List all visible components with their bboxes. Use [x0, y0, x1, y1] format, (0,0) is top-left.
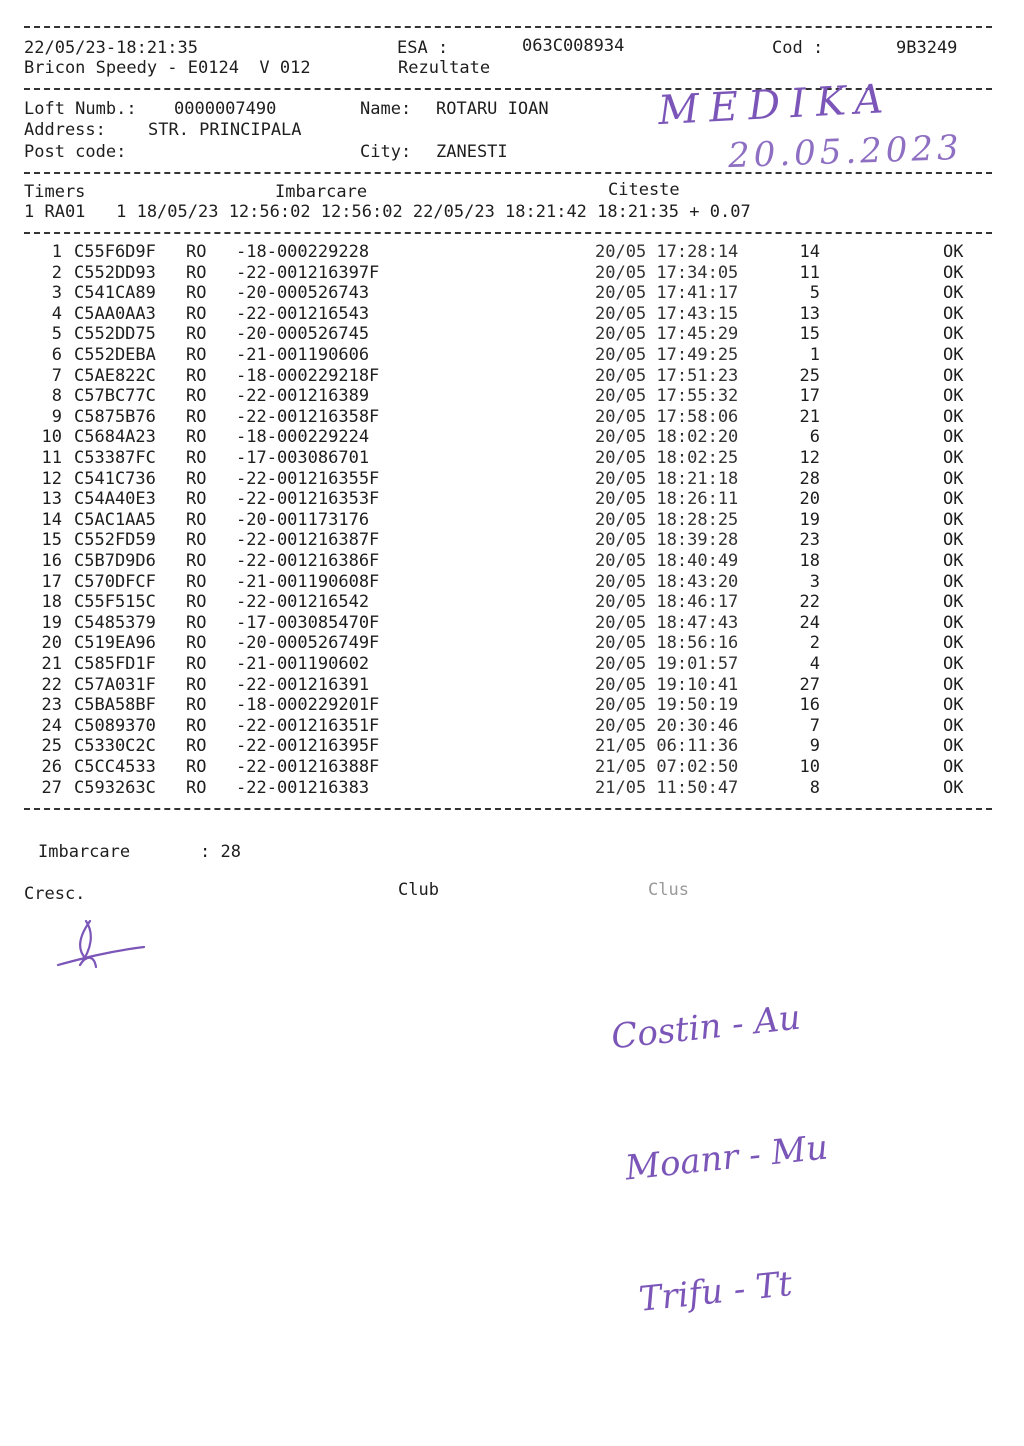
arrival-time: 20/05 18:56:16 [595, 633, 739, 654]
status-ok: OK [943, 406, 964, 427]
rank-position: 27 [799, 674, 820, 695]
table-row [0, 695, 1024, 715]
timers-label: Timers [24, 182, 86, 202]
table-row [0, 510, 1024, 530]
club-label: Club [398, 880, 439, 900]
ring-serial: -22-001216355F [236, 468, 380, 489]
ring-code: C5684A23 [74, 427, 156, 448]
table-row [0, 469, 1024, 489]
address-value: STR. PRINCIPALA [148, 120, 302, 140]
ring-serial: -20-000526743 [236, 283, 370, 304]
arrival-time: 20/05 17:41:17 [595, 283, 739, 304]
status-ok: OK [943, 757, 964, 777]
city-label: City: [360, 142, 412, 162]
esa-label: ESA : [397, 38, 449, 58]
ring-code: C53387FC [74, 448, 156, 468]
arrival-time: 20/05 17:28:14 [595, 242, 739, 262]
status-ok: OK [943, 468, 964, 489]
rank-position: 7 [809, 715, 820, 736]
divider-top [24, 26, 992, 28]
country-code: RO [186, 695, 207, 716]
status-ok: OK [943, 612, 964, 633]
row-number: 14 [41, 509, 62, 530]
divider-results [24, 808, 992, 810]
country-code: RO [186, 386, 207, 407]
country-code: RO [186, 674, 207, 695]
name-label: Name: [360, 99, 412, 119]
rank-position: 11 [799, 262, 820, 283]
table-row [0, 551, 1024, 571]
city-value: ZANESTI [436, 142, 508, 162]
table-row [0, 407, 1024, 427]
country-code: RO [186, 365, 207, 386]
arrival-time: 20/05 18:46:17 [595, 592, 739, 613]
ring-serial: -17-003085470F [236, 612, 380, 633]
arrival-time: 20/05 18:02:20 [595, 427, 739, 448]
status-ok: OK [943, 530, 964, 551]
table-row [0, 716, 1024, 736]
row-number: 19 [41, 612, 62, 633]
country-code: RO [186, 324, 207, 345]
citeste-header: Citeste [608, 180, 680, 200]
country-code: RO [186, 736, 207, 757]
ring-serial: -22-001216543 [236, 303, 370, 324]
status-ok: OK [943, 303, 964, 324]
row-number: 4 [51, 303, 62, 324]
table-row [0, 324, 1024, 344]
status-ok: OK [943, 777, 964, 798]
row-number: 6 [51, 345, 62, 365]
ring-code: C5BA58BF [74, 695, 156, 716]
ring-code: C552FD59 [74, 530, 156, 551]
table-row [0, 613, 1024, 633]
row-number: 25 [41, 736, 62, 757]
ring-serial: -22-001216358F [236, 406, 380, 427]
divider-timers [24, 232, 992, 234]
rank-position: 16 [799, 695, 820, 716]
arrival-time: 20/05 17:34:05 [595, 262, 739, 283]
country-code: RO [186, 612, 207, 633]
loft-number: 0000007490 [174, 99, 277, 119]
country-code: RO [186, 489, 207, 510]
arrival-time: 20/05 19:50:19 [595, 695, 739, 716]
country-code: RO [186, 757, 207, 777]
status-ok: OK [943, 654, 964, 674]
country-code: RO [186, 509, 207, 530]
table-row [0, 242, 1024, 262]
ring-code: C55F6D9F [74, 242, 156, 262]
esa-value: 063C008934 [522, 36, 625, 56]
ring-code: C5875B76 [74, 406, 156, 427]
ring-serial: -22-001216542 [236, 592, 370, 613]
arrival-time: 20/05 18:47:43 [595, 612, 739, 633]
table-row [0, 736, 1024, 756]
cresc-label: Cresc. [24, 884, 86, 904]
status-ok: OK [943, 345, 964, 365]
status-ok: OK [943, 715, 964, 736]
club-label-faint: Clus [648, 880, 689, 900]
ring-code: C5330C2C [74, 736, 156, 757]
ring-code: C541C736 [74, 468, 156, 489]
status-ok: OK [943, 427, 964, 448]
ring-serial: -22-001216389 [236, 386, 370, 407]
ring-code: C541CA89 [74, 283, 156, 304]
ring-serial: -18-000229201F [236, 695, 380, 716]
device-info: Bricon Speedy - E0124 V 012 [24, 58, 311, 78]
rank-position: 22 [799, 592, 820, 613]
status-ok: OK [943, 242, 964, 262]
ring-code: C5485379 [74, 612, 156, 633]
ring-serial: -22-001216388F [236, 757, 380, 777]
rank-position: 15 [799, 324, 820, 345]
table-row [0, 427, 1024, 447]
country-code: RO [186, 654, 207, 674]
row-number: 18 [41, 592, 62, 613]
country-code: RO [186, 262, 207, 283]
ring-code: C519EA96 [74, 633, 156, 654]
row-number: 11 [41, 448, 62, 468]
row-number: 26 [41, 757, 62, 777]
table-row [0, 263, 1024, 283]
cod-value: 9B3249 [896, 38, 958, 58]
status-ok: OK [943, 571, 964, 592]
ring-serial: -22-001216387F [236, 530, 380, 551]
witness-line: Costin - Au [609, 997, 803, 1058]
ring-serial: -22-001216395F [236, 736, 380, 757]
country-code: RO [186, 530, 207, 551]
ring-code: C593263C [74, 777, 156, 798]
row-number: 3 [51, 283, 62, 304]
row-number: 9 [51, 406, 62, 427]
arrival-time: 20/05 20:30:46 [595, 715, 739, 736]
rank-position: 19 [799, 509, 820, 530]
country-code: RO [186, 283, 207, 304]
ring-serial: -20-000526745 [236, 324, 370, 345]
arrival-time: 21/05 06:11:36 [595, 736, 739, 757]
table-row [0, 778, 1024, 798]
rank-position: 5 [809, 283, 820, 304]
ring-serial: -22-001216397F [236, 262, 380, 283]
rank-position: 20 [799, 489, 820, 510]
status-ok: OK [943, 386, 964, 407]
ring-code: C5CC4533 [74, 757, 156, 777]
report-datetime: 22/05/23-18:21:35 [24, 38, 198, 58]
rank-position: 10 [799, 757, 820, 777]
timer-line: 1 RA01 1 18/05/23 12:56:02 12:56:02 22/05/23 18:21:42 18:21:35 + 0.07 [24, 202, 751, 222]
table-row [0, 448, 1024, 468]
ring-code: C5B7D9D6 [74, 551, 156, 571]
row-number: 13 [41, 489, 62, 510]
rank-position: 25 [799, 365, 820, 386]
rank-position: 12 [799, 448, 820, 468]
ring-code: C552DD93 [74, 262, 156, 283]
table-row [0, 633, 1024, 653]
row-number: 21 [41, 654, 62, 674]
country-code: RO [186, 468, 207, 489]
arrival-time: 20/05 17:55:32 [595, 386, 739, 407]
status-ok: OK [943, 674, 964, 695]
row-number: 17 [41, 571, 62, 592]
rank-position: 8 [809, 777, 820, 798]
imbarcare-total-value: : 28 [200, 842, 241, 862]
rank-position: 2 [809, 633, 820, 654]
status-ok: OK [943, 551, 964, 571]
owner-name: ROTARU IOAN [436, 99, 549, 119]
ring-code: C552DD75 [74, 324, 156, 345]
ring-code: C552DEBA [74, 345, 156, 365]
arrival-time: 20/05 19:10:41 [595, 674, 739, 695]
rank-position: 14 [799, 242, 820, 262]
table-row [0, 386, 1024, 406]
row-number: 16 [41, 551, 62, 571]
table-row [0, 366, 1024, 386]
ring-serial: -18-000229228 [236, 242, 370, 262]
rank-position: 17 [799, 386, 820, 407]
rank-position: 1 [809, 345, 820, 365]
row-number: 23 [41, 695, 62, 716]
ring-serial: -22-001216391 [236, 674, 370, 695]
arrival-time: 20/05 17:45:29 [595, 324, 739, 345]
witness-line: Moanr - Mu [623, 1127, 830, 1189]
arrival-time: 21/05 11:50:47 [595, 777, 739, 798]
table-row [0, 592, 1024, 612]
country-code: RO [186, 406, 207, 427]
table-row [0, 530, 1024, 550]
row-number: 1 [51, 242, 62, 262]
rank-position: 9 [809, 736, 820, 757]
status-ok: OK [943, 262, 964, 283]
row-number: 2 [51, 262, 62, 283]
address-label: Address: [24, 120, 106, 140]
arrival-time: 20/05 17:51:23 [595, 365, 739, 386]
country-code: RO [186, 303, 207, 324]
ring-serial: -21-001190602 [236, 654, 370, 674]
handwritten-race-date: 20.05.2023 [727, 127, 964, 177]
country-code: RO [186, 777, 207, 798]
ring-code: C57A031F [74, 674, 156, 695]
rank-position: 3 [809, 571, 820, 592]
handwritten-witnesses [600, 907, 848, 1366]
country-code: RO [186, 592, 207, 613]
status-ok: OK [943, 509, 964, 530]
status-ok: OK [943, 633, 964, 654]
witness-line: Trifu - Tt [637, 1263, 795, 1320]
ring-serial: -22-001216383 [236, 777, 370, 798]
ring-serial: -17-003086701 [236, 448, 370, 468]
rank-position: 21 [799, 406, 820, 427]
status-ok: OK [943, 448, 964, 468]
rank-position: 13 [799, 303, 820, 324]
rank-position: 18 [799, 551, 820, 571]
ring-serial: -20-001173176 [236, 509, 370, 530]
row-number: 10 [41, 427, 62, 448]
table-row [0, 675, 1024, 695]
arrival-time: 20/05 19:01:57 [595, 654, 739, 674]
ring-code: C5089370 [74, 715, 156, 736]
country-code: RO [186, 242, 207, 262]
arrival-time: 20/05 18:26:11 [595, 489, 739, 510]
status-ok: OK [943, 324, 964, 345]
table-row [0, 304, 1024, 324]
status-ok: OK [943, 283, 964, 304]
status-ok: OK [943, 489, 964, 510]
row-number: 7 [51, 365, 62, 386]
country-code: RO [186, 633, 207, 654]
breeder-signature [50, 915, 150, 975]
ring-code: C57BC77C [74, 386, 156, 407]
table-row [0, 757, 1024, 777]
handwritten-race-name: MEDIKA [656, 75, 895, 135]
ring-code: C570DFCF [74, 571, 156, 592]
row-number: 8 [51, 386, 62, 407]
arrival-time: 20/05 18:28:25 [595, 509, 739, 530]
divider-owner [24, 172, 992, 174]
ring-serial: -20-000526749F [236, 633, 380, 654]
row-number: 22 [41, 674, 62, 695]
ring-serial: -18-000229218F [236, 365, 380, 386]
country-code: RO [186, 571, 207, 592]
country-code: RO [186, 448, 207, 468]
row-number: 20 [41, 633, 62, 654]
table-row [0, 489, 1024, 509]
country-code: RO [186, 715, 207, 736]
status-ok: OK [943, 695, 964, 716]
postcode-label: Post code: [24, 142, 127, 162]
ring-code: C5AE822C [74, 365, 156, 386]
arrival-time: 20/05 17:58:06 [595, 406, 739, 427]
ring-code: C55F515C [74, 592, 156, 613]
imbarcare-header: Imbarcare [275, 182, 368, 202]
ring-code: C5AC1AA5 [74, 509, 156, 530]
ring-serial: -18-000229224 [236, 427, 370, 448]
country-code: RO [186, 427, 207, 448]
rank-position: 4 [809, 654, 820, 674]
status-ok: OK [943, 592, 964, 613]
rank-position: 23 [799, 530, 820, 551]
status-ok: OK [943, 365, 964, 386]
rank-position: 6 [809, 427, 820, 448]
arrival-time: 20/05 18:39:28 [595, 530, 739, 551]
rank-position: 24 [799, 612, 820, 633]
ring-serial: -21-001190608F [236, 571, 380, 592]
report-title: Rezultate [398, 58, 491, 78]
imbarcare-total-label: Imbarcare [38, 842, 131, 862]
arrival-time: 20/05 18:40:49 [595, 551, 739, 571]
ring-serial: -22-001216386F [236, 551, 380, 571]
ring-code: C585FD1F [74, 654, 156, 674]
rank-position: 28 [799, 468, 820, 489]
arrival-time: 20/05 17:43:15 [595, 303, 739, 324]
arrival-time: 20/05 18:21:18 [595, 468, 739, 489]
loft-label: Loft Numb.: [24, 99, 137, 119]
arrival-time: 20/05 18:43:20 [595, 571, 739, 592]
ring-code: C5AA0AA3 [74, 303, 156, 324]
table-row [0, 654, 1024, 674]
cod-label: Cod : [772, 38, 824, 58]
arrival-time: 21/05 07:02:50 [595, 757, 739, 777]
country-code: RO [186, 345, 207, 365]
arrival-time: 20/05 18:02:25 [595, 448, 739, 468]
ring-serial: -22-001216353F [236, 489, 380, 510]
row-number: 15 [41, 530, 62, 551]
status-ok: OK [943, 736, 964, 757]
row-number: 5 [51, 324, 62, 345]
country-code: RO [186, 551, 207, 571]
row-number: 12 [41, 468, 62, 489]
arrival-time: 20/05 17:49:25 [595, 345, 739, 365]
row-number: 24 [41, 715, 62, 736]
row-number: 27 [41, 777, 62, 798]
table-row [0, 283, 1024, 303]
ring-code: C54A40E3 [74, 489, 156, 510]
ring-serial: -21-001190606 [236, 345, 370, 365]
ring-serial: -22-001216351F [236, 715, 380, 736]
table-row [0, 345, 1024, 365]
table-row [0, 572, 1024, 592]
